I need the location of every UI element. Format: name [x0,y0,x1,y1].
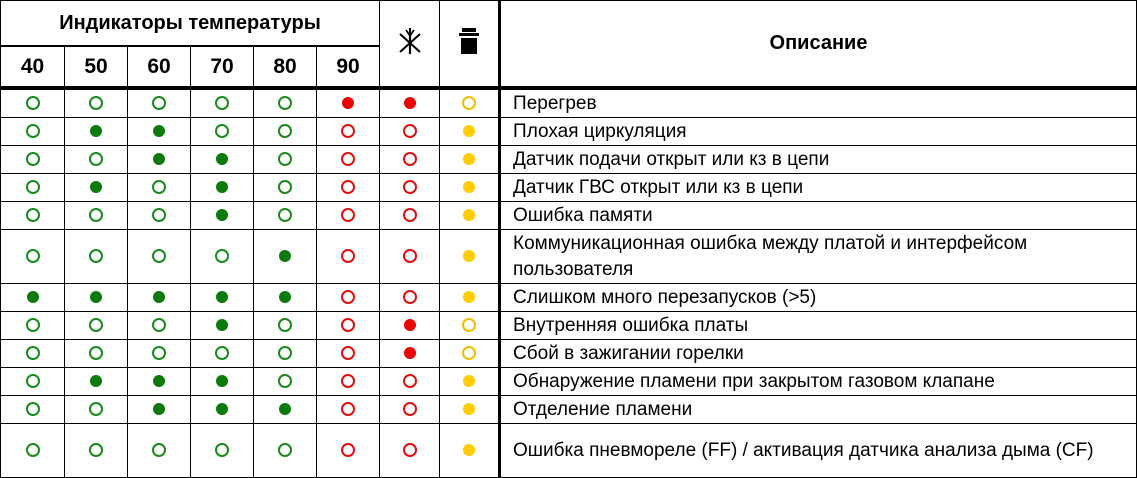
temp-40-indicator-icon [27,291,39,303]
burner-indicator-icon [403,180,417,194]
temp-50-cell [65,340,128,368]
temp-90-cell [317,424,380,478]
temp-80-header: 80 [254,46,317,88]
burner-indicator-icon [403,208,417,222]
temp-70-cell [191,88,254,118]
burner-indicator-icon [403,249,417,263]
burner-cell [380,284,440,312]
row-description: Датчик подачи открыт или кз в цепи [500,146,1137,174]
table-row [1,118,1137,146]
temp-70-cell [191,340,254,368]
reset-indicator-icon [463,125,475,137]
burner-cell [380,312,440,340]
temp-40-indicator-icon [26,346,40,360]
temp-40-indicator-icon [26,374,40,388]
temp-40-cell [1,174,65,202]
temp-40-indicator-icon [26,96,40,110]
temp-80-indicator-icon [278,96,292,110]
lock-reset-icon [458,43,480,60]
temp-40-header: 40 [1,46,65,88]
reset-indicator-icon [463,181,475,193]
temp-50-cell [65,424,128,478]
reset-cell [440,202,500,230]
reset-cell [440,284,500,312]
temp-70-cell [191,424,254,478]
temp-80-indicator-icon [279,250,291,262]
temp-50-indicator-icon [89,208,103,222]
reset-cell [440,174,500,202]
burner-indicator-icon [403,124,417,138]
temp-60-indicator-icon [153,153,165,165]
reset-indicator-icon [463,375,475,387]
temp-50-indicator-icon [89,249,103,263]
row-description: Датчик ГВС открыт или кз в цепи [500,174,1137,202]
temp-80-indicator-icon [279,291,291,303]
temp-50-cell [65,88,128,118]
table-row [1,424,1137,478]
burner-cell [380,118,440,146]
reset-indicator-icon [463,291,475,303]
temp-80-indicator-icon [278,152,292,166]
burner-cell [380,396,440,424]
row-description: Ошибка памяти [500,202,1137,230]
temp-50-indicator-icon [90,181,102,193]
temp-80-indicator-icon [278,374,292,388]
temp-90-cell [317,396,380,424]
burner-cell [380,174,440,202]
temp-50-header: 50 [65,46,128,88]
temp-70-cell [191,284,254,312]
temp-90-indicator-icon [341,152,355,166]
burner-column-header [380,1,440,89]
temp-80-indicator-icon [278,208,292,222]
table-row [1,88,1137,118]
temp-90-indicator-icon [342,97,354,109]
reset-indicator-icon [462,346,476,360]
temp-90-indicator-icon [341,318,355,332]
temp-60-indicator-icon [153,403,165,415]
burner-flame-icon [396,45,424,62]
temp-60-indicator-icon [153,125,165,137]
temp-50-indicator-icon [89,318,103,332]
burner-cell [380,340,440,368]
temp-80-cell [254,202,317,230]
row-description: Отделение пламени [500,396,1137,424]
table-row [1,284,1137,312]
temp-90-cell [317,174,380,202]
reset-column-header [440,1,500,89]
temperature-indicators-header: Индикаторы температуры [1,1,380,47]
temp-50-indicator-icon [89,402,103,416]
temp-70-indicator-icon [215,249,229,263]
temp-50-cell [65,396,128,424]
table-row [1,202,1137,230]
temp-60-indicator-icon [152,208,166,222]
temp-40-cell [1,88,65,118]
temp-60-cell [128,146,191,174]
temp-40-cell [1,340,65,368]
temp-90-cell [317,118,380,146]
temp-40-cell [1,118,65,146]
temp-80-cell [254,230,317,284]
reset-cell [440,424,500,478]
temp-40-cell [1,396,65,424]
table-row [1,146,1137,174]
temp-60-cell [128,340,191,368]
temp-60-cell [128,118,191,146]
temp-90-indicator-icon [341,443,355,457]
temp-60-cell [128,284,191,312]
temp-70-indicator-icon [216,319,228,331]
temp-40-indicator-icon [26,208,40,222]
burner-indicator-icon [404,347,416,359]
burner-cell [380,368,440,396]
error-rows [1,88,1137,478]
temp-90-cell [317,230,380,284]
temp-90-cell [317,146,380,174]
burner-indicator-icon [403,290,417,304]
temp-80-cell [254,174,317,202]
temp-70-indicator-icon [216,209,228,221]
temp-40-cell [1,230,65,284]
temp-70-cell [191,174,254,202]
temp-40-indicator-icon [26,443,40,457]
temp-50-indicator-icon [89,152,103,166]
temp-50-cell [65,368,128,396]
temp-80-cell [254,424,317,478]
table-row [1,230,1137,284]
temp-80-indicator-icon [278,318,292,332]
temp-40-indicator-icon [26,124,40,138]
temp-50-cell [65,146,128,174]
row-description: Слишком много перезапусков (>5) [500,284,1137,312]
temp-40-indicator-icon [26,249,40,263]
row-description: Плохая циркуляция [500,118,1137,146]
temp-60-cell [128,202,191,230]
temp-70-indicator-icon [215,443,229,457]
temp-50-cell [65,202,128,230]
row-description: Сбой в зажигании горелки [500,340,1137,368]
temp-60-cell [128,230,191,284]
table-row [1,340,1137,368]
reset-indicator-icon [463,153,475,165]
burner-indicator-icon [403,152,417,166]
temp-40-indicator-icon [26,180,40,194]
burner-indicator-icon [404,97,416,109]
temp-80-indicator-icon [278,346,292,360]
temp-40-cell [1,146,65,174]
temp-70-cell [191,368,254,396]
temp-50-cell [65,312,128,340]
temp-70-indicator-icon [216,403,228,415]
temp-90-indicator-icon [341,180,355,194]
temp-80-cell [254,146,317,174]
temp-60-cell [128,88,191,118]
temp-70-cell [191,118,254,146]
reset-cell [440,340,500,368]
temp-60-cell [128,312,191,340]
temp-70-indicator-icon [215,346,229,360]
burner-cell [380,230,440,284]
temp-50-cell [65,230,128,284]
temp-50-indicator-icon [90,291,102,303]
temp-50-cell [65,284,128,312]
temp-70-indicator-icon [215,96,229,110]
temp-40-cell [1,312,65,340]
burner-indicator-icon [404,319,416,331]
temp-70-indicator-icon [216,153,228,165]
temp-60-cell [128,424,191,478]
temp-70-cell [191,312,254,340]
temp-50-indicator-icon [90,375,102,387]
temp-50-cell [65,118,128,146]
temp-60-indicator-icon [152,318,166,332]
reset-cell [440,396,500,424]
temp-60-cell [128,368,191,396]
temp-90-header: 90 [317,46,380,88]
reset-indicator-icon [462,318,476,332]
row-description: Внутренняя ошибка платы [500,312,1137,340]
temp-50-indicator-icon [90,125,102,137]
temp-60-cell [128,396,191,424]
reset-cell [440,312,500,340]
reset-indicator-icon [463,250,475,262]
temp-90-indicator-icon [341,374,355,388]
temp-80-cell [254,396,317,424]
temp-40-indicator-icon [26,152,40,166]
reset-indicator-icon [462,96,476,110]
temp-80-cell [254,284,317,312]
temp-70-indicator-icon [215,124,229,138]
temp-80-cell [254,312,317,340]
reset-cell [440,230,500,284]
reset-cell [440,368,500,396]
table-row [1,368,1137,396]
burner-indicator-icon [403,443,417,457]
temp-90-indicator-icon [341,249,355,263]
row-description: Обнаружение пламени при закрытом газовом клапане [500,368,1137,396]
temp-80-indicator-icon [278,124,292,138]
temp-90-indicator-icon [341,290,355,304]
table-row [1,396,1137,424]
temp-60-indicator-icon [152,96,166,110]
temp-80-indicator-icon [278,443,292,457]
burner-indicator-icon [403,402,417,416]
temp-80-cell [254,368,317,396]
temp-40-indicator-icon [26,318,40,332]
reset-cell [440,118,500,146]
row-description: Ошибка пневмореле (FF) / активация датчика анализа дыма (CF) [500,424,1137,478]
temp-60-indicator-icon [152,346,166,360]
row-description: Коммуникационная ошибка между платой и интерфейсом пользователя [500,230,1137,284]
burner-cell [380,202,440,230]
temp-60-indicator-icon [152,180,166,194]
temp-90-cell [317,340,380,368]
reset-cell [440,88,500,118]
temp-90-indicator-icon [341,208,355,222]
temp-50-cell [65,174,128,202]
temp-80-cell [254,88,317,118]
temp-40-cell [1,424,65,478]
temp-70-cell [191,396,254,424]
temp-80-indicator-icon [279,403,291,415]
temp-80-cell [254,340,317,368]
temp-60-indicator-icon [152,249,166,263]
temp-90-indicator-icon [341,402,355,416]
temp-70-indicator-icon [216,181,228,193]
temp-90-cell [317,88,380,118]
temp-70-cell [191,202,254,230]
temp-60-indicator-icon [153,291,165,303]
temp-70-indicator-icon [216,375,228,387]
reset-cell [440,146,500,174]
reset-indicator-icon [463,444,475,456]
burner-cell [380,424,440,478]
temp-70-header: 70 [191,46,254,88]
temp-70-indicator-icon [216,291,228,303]
reset-indicator-icon [463,403,475,415]
table-row [1,312,1137,340]
reset-indicator-icon [463,209,475,221]
temp-60-indicator-icon [152,443,166,457]
temp-90-cell [317,312,380,340]
temp-40-indicator-icon [26,402,40,416]
burner-cell [380,146,440,174]
temp-60-header: 60 [128,46,191,88]
description-header: Описание [500,1,1137,89]
temp-70-cell [191,146,254,174]
temp-70-cell [191,230,254,284]
table-row [1,174,1137,202]
temp-80-indicator-icon [278,180,292,194]
temp-50-indicator-icon [89,443,103,457]
temp-90-cell [317,284,380,312]
temp-90-cell [317,202,380,230]
temp-60-cell [128,174,191,202]
temp-90-cell [317,368,380,396]
temp-50-indicator-icon [89,96,103,110]
temp-50-indicator-icon [89,346,103,360]
temp-90-indicator-icon [341,346,355,360]
burner-indicator-icon [403,374,417,388]
temp-40-cell [1,202,65,230]
burner-cell [380,88,440,118]
temp-60-indicator-icon [153,375,165,387]
temp-80-cell [254,118,317,146]
temp-90-indicator-icon [341,124,355,138]
temp-40-cell [1,284,65,312]
row-description: Перегрев [500,88,1137,118]
temp-40-cell [1,368,65,396]
